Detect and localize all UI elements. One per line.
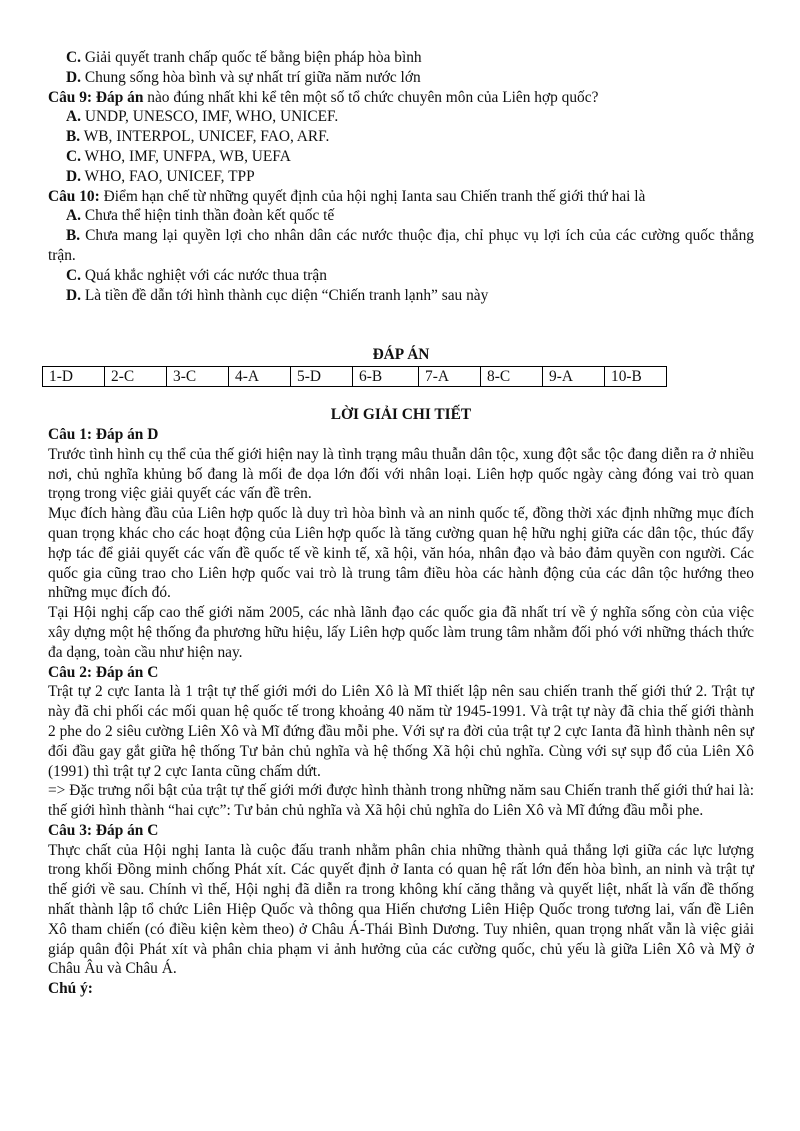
question-9 [48,88,754,108]
q8-option-d [48,68,754,88]
option-letter: B. [66,128,81,146]
q9-option-c [48,147,754,167]
answer-1-paragraph: Tại Hội nghị cấp cao thế giới năm 2005, các nhà lãnh đạo các quốc gia đã nhất trí về ý nghĩa sống còn của việc xây dựng một hệ thống đa phương hữu hiệu, lấy Liên hợp quốc làm trung tâm nhằm đối phó với những thách thức đa dạng, toàn cầu như hiện nay. [48,604,754,661]
answer-1-heading: Câu 1: Đáp án D [48,425,159,443]
answer-cell: 4-A [229,367,291,387]
answer-cell: 6-B [353,367,419,387]
answer-cell: 7-A [419,367,481,387]
note-label: Chú ý: [48,980,93,998]
answer-cell: 3-C [167,367,229,387]
answer-1-paragraph: Mục đích hàng đầu của Liên hợp quốc là duy trì hòa bình và an ninh quốc tế, đồng thời xác định những mục đích quan trọng khác cho các hoạt động của Liên hợp quốc là tăng cường quan hệ hữu nghị giữa các dân tộc, thúc đẩy hợp tác để giải quyết các vấn đề quốc tế về kinh tế, xã hội, văn hóa, nhân đạo và bảo đảm quyền con người. Các quốc gia cũng trao cho Liên hợp quốc vai trò là trung tâm điều hòa các hành động của các dân tộc hướng theo những mục đích đó. [48,505,754,602]
answer-key-title: ĐÁP ÁN [372,346,430,364]
detail-title: LỜI GIẢI CHI TIẾT [330,406,472,424]
question-label: Câu 9: [48,88,93,106]
answer-3-heading: Câu 3: Đáp án C [48,821,159,839]
option-letter: A. [66,207,81,225]
question-10 [48,187,754,207]
q10-option-b [48,226,754,266]
answer-cell: 8-C [481,367,543,387]
q8-option-c [48,48,754,68]
answer-key-table [42,366,667,387]
option-letter: A. [66,108,81,126]
answer-2-heading: Câu 2: Đáp án C [48,663,159,681]
option-text: WHO, FAO, UNICEF, TPP [84,167,255,185]
answer-1-paragraph: Trước tình hình cụ thể của thế giới hiện nay là tình trạng mâu thuẫn dân tộc, xung đột sắc tộc đang diễn ra ở nhiều nơi, chủ nghĩa khủng bố đang là mối đe dọa lớn đối với nhân loại. Liên hợp quốc ngày càng đóng vai trò quan trọng trong việc giải quyết các vấn đề trên. [48,445,754,503]
option-letter: D. [66,68,81,86]
answer-cell: 1-D [43,367,105,387]
question-text: Điểm hạn chế từ những quyết định của hội nghị Ianta sau Chiến tranh thế giới thứ hai là [103,187,646,205]
q9-option-d [48,167,754,187]
option-text: Là tiền đề dẫn tới hình thành cục diện “Chiến tranh lạnh” sau này [84,286,489,304]
option-text: Chưa thể hiện tinh thần đoàn kết quốc tế [84,207,335,225]
q10-option-d [48,286,754,306]
option-text: WB, INTERPOL, UNICEF, FAO, ARF. [83,128,330,146]
option-letter: B. [66,227,81,245]
option-text: Chưa mang lại quyền lợi cho nhân dân các nước thuộc địa, chỉ phục vụ lợi ích của các cường quốc thắng trận. [48,227,754,264]
question-text: nào đúng nhất khi kể tên một số tổ chức chuyên môn của Liên hợp quốc? [147,88,599,106]
option-letter: D. [66,167,81,185]
answer-cell: 5-D [291,367,353,387]
q10-option-a [48,206,754,226]
q9-option-a [48,107,754,127]
answer-key-row [43,367,667,387]
option-letter: C. [66,49,81,66]
option-text: Giải quyết tranh chấp quốc tế bằng biện pháp hòa bình [84,49,422,66]
document-page [48,48,754,999]
answer-cell: 2-C [105,367,167,387]
answer-2-paragraph: => Đặc trưng nổi bật của trật tự thế giới mới được hình thành trong những năm sau Chiến tranh thế giới thứ hai là: thế giới hình thành “hai cực”: Tư bản chủ nghĩa và Xã hội chủ nghĩa do Liên Xô và Mĩ đứng đầu mỗi phe. [48,782,754,820]
answer-cell: 10-B [605,367,667,387]
answer-3-paragraph: Thực chất của Hội nghị Ianta là cuộc đấu tranh nhằm phân chia những thành quả thắng lợi giữa các lực lượng trong khối Đồng minh chống Phát xít. Các quyết định ở Ianta có quan hệ rất lớn đến hòa bình, an ninh và trật tự thế giới về sau. Chính vì thế, Hội nghị đã diễn ra trong không khí căng thẳng và quyết liệt, nhất là vấn đề thống nhất thành lập tổ chức Liên Hiệp Quốc và thông qua Hiến chương Liên Hiệp Quốc trong tương lai, vấn đề Liên Xô tham chiến (có điều kiện kèm theo) ở Châu Á-Thái Bình Dương. Tuy nhiên, quan trọng nhất vẫn là việc giải giáp quân đội Phát xít và phân chia phạm vi ảnh hưởng của các cường quốc, chủ yếu là giữa Liên Xô và Mỹ ở Châu Âu và Châu Á. [48,841,754,978]
option-text: WHO, IMF, UNFPA, WB, UEFA [84,147,291,165]
question-bold-part: Đáp án [95,88,144,106]
option-text: Chung sống hòa bình và sự nhất trí giữa năm nước lớn [84,68,421,86]
option-text: Quá khắc nghiệt với các nước thua trận [84,266,327,284]
option-letter: C. [66,147,81,165]
option-letter: C. [66,266,81,284]
answer-cell: 9-A [543,367,605,387]
spacer [48,305,754,345]
option-text: UNDP, UNESCO, IMF, WHO, UNICEF. [84,108,339,126]
q10-option-c [48,266,754,286]
q9-option-b [48,127,754,147]
option-letter: D. [66,286,81,304]
answer-2-paragraph: Trật tự 2 cực Ianta là 1 trật tự thế giới mới do Liên Xô là Mĩ thiết lập nên sau chiến tranh thế giới thứ 2. Trật tự này đã chi phối các mối quan hệ quốc tế trong khoảng 40 năm từ 1945-1991. Và trật tự này đã chia thế giới thành 2 phe do 2 siêu cường Liên Xô và Mĩ đứng đầu mỗi phe. Với sự ra đời của trật tự 2 cực Ianta đã hình thành nên sự đối đầu gay gắt giữa hệ thống Tư bản chủ nghĩa và hệ thống Xã hội chủ nghĩa. Cùng với sự sụp đổ của Liên Xô (1991) thì trật tự 2 cực Ianta cũng chấm dứt. [48,683,754,780]
question-label: Câu 10: [48,187,100,205]
